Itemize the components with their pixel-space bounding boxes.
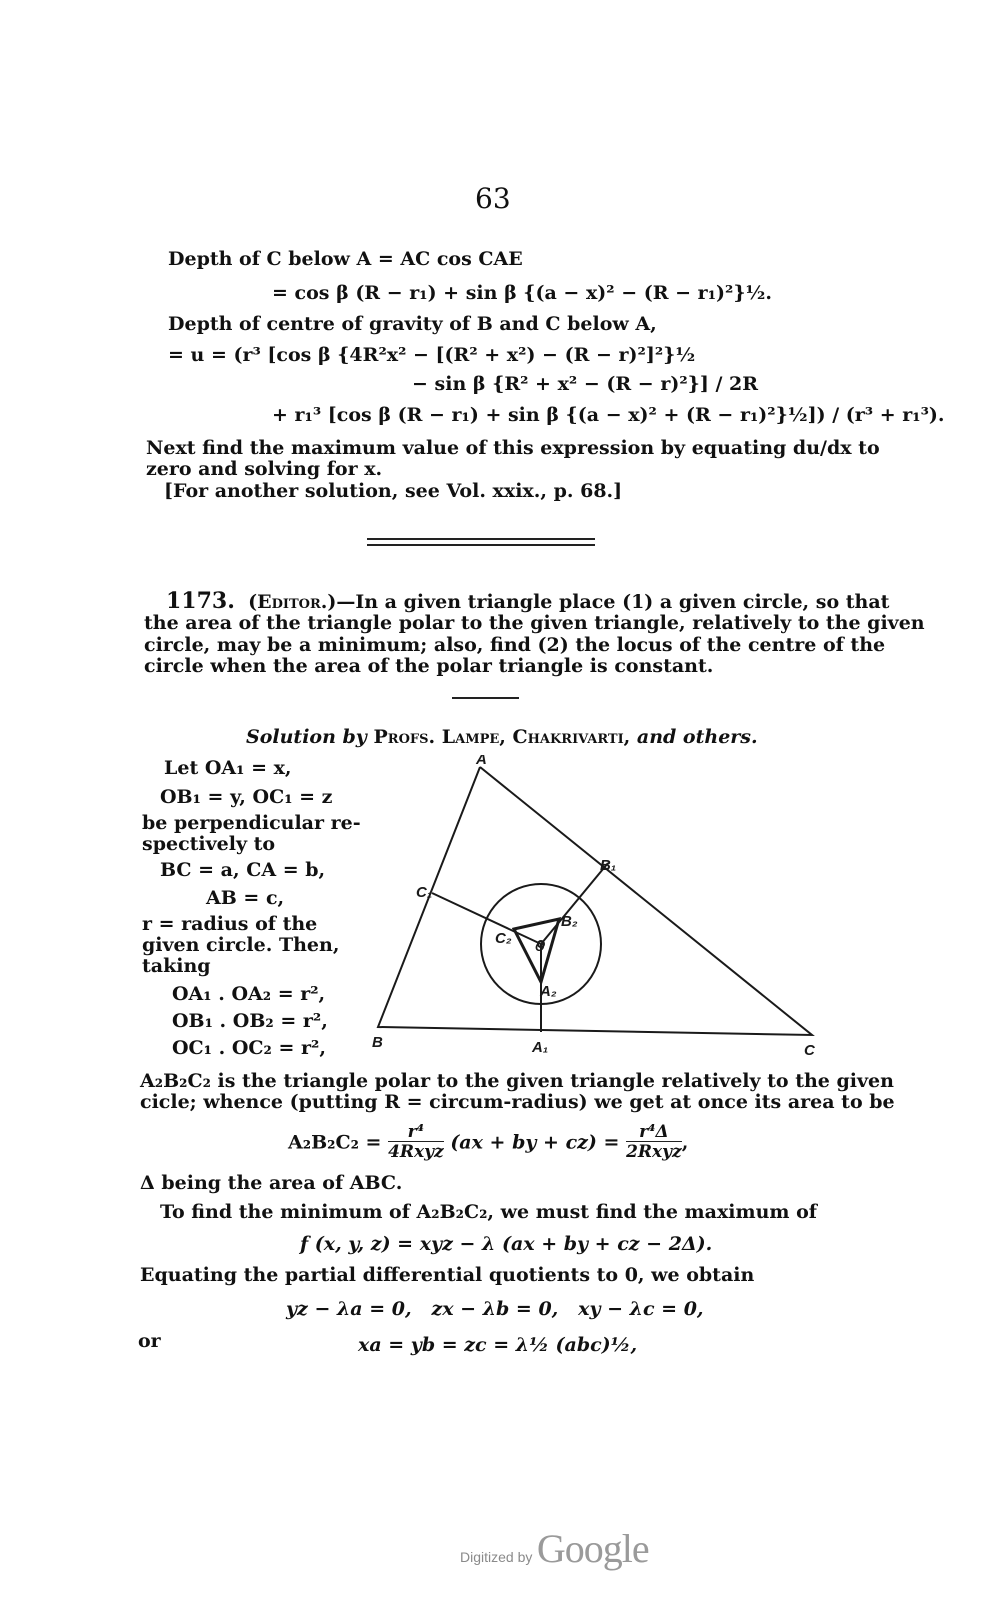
- next-line-2: zero and solving for x.: [146, 458, 383, 480]
- label-b1: B₁: [600, 857, 617, 874]
- left-line: be perpendicular re-: [142, 812, 361, 834]
- perp-ob1: [541, 863, 608, 944]
- solution-by: Solution by: [246, 726, 367, 748]
- area-fraction-2: [626, 1123, 682, 1162]
- digitized-watermark: [460, 1525, 649, 1572]
- depth-line-4: = u = (r³ [cos β {4R²x² − [(R² + x²) − (R − r)²]²}½: [168, 344, 696, 366]
- triangle-abc: [378, 767, 812, 1035]
- left-line: BC = a, CA = b,: [160, 859, 326, 881]
- area-num-2: r⁴Δ: [626, 1123, 682, 1142]
- left-line: OB₁ = y, OC₁ = z: [160, 786, 333, 808]
- label-b: B: [372, 1034, 383, 1051]
- next-line-1: Next find the maximum value of this expression by equating du/dx to: [146, 437, 880, 459]
- or-label: or: [138, 1330, 161, 1352]
- problem-line-1: [166, 590, 889, 613]
- delta-line: Δ being the area of ABC.: [140, 1172, 403, 1194]
- minimum-line: To find the minimum of A₂B₂C₂, we must find the maximum of: [160, 1201, 817, 1223]
- left-line: spectively to: [142, 833, 276, 855]
- equation-2: xa = yb = zc = λ½ (abc)½,: [358, 1334, 638, 1356]
- problem-line-3: circle, may be a minimum; also, find (2) the locus of the centre of the: [144, 634, 886, 656]
- depth-line-5: − sin β {R² + x² − (R − r)²}] / 2R: [412, 373, 759, 395]
- area-fraction-1: [388, 1123, 444, 1162]
- google-logo: Google: [536, 1526, 649, 1571]
- label-b2: B₂: [561, 913, 578, 930]
- left-line: OC₁ . OC₂ = r²,: [172, 1037, 326, 1059]
- triangle-figure: [360, 755, 830, 1065]
- page-number: 63: [475, 182, 511, 215]
- section-rule-top: [367, 538, 595, 540]
- reference-note: [For another solution, see Vol. xxix., p. 68.]: [164, 480, 623, 502]
- left-line: OB₁ . OB₂ = r²,: [172, 1010, 328, 1032]
- area-den-1: 4Rxyz: [388, 1142, 444, 1162]
- label-c: C: [804, 1042, 815, 1059]
- depth-line-3: Depth of centre of gravity of B and C below A,: [168, 313, 657, 335]
- equation-1: yz − λa = 0, zx − λb = 0, xy − λc = 0,: [286, 1298, 704, 1320]
- area-mid: (ax + by + cz) =: [450, 1131, 620, 1154]
- label-a1: A₁: [532, 1039, 549, 1056]
- problem-number: 1173.: [166, 588, 235, 614]
- problem-line-2: the area of the triangle polar to the given triangle, relatively to the given: [144, 612, 925, 634]
- problem-line-4: circle when the area of the polar triangle is constant.: [144, 655, 714, 677]
- left-line: AB = c,: [206, 887, 285, 909]
- solution-heading: [246, 726, 758, 748]
- solution-others: and others.: [636, 726, 758, 748]
- label-c1: C₁: [416, 884, 433, 901]
- perp-oc1: [432, 893, 541, 944]
- solution-profs: Profs. Lampe, Chakrivarti,: [373, 726, 631, 748]
- area-num-1: r⁴: [388, 1123, 444, 1142]
- left-line: r = radius of the: [142, 913, 318, 935]
- problem-text-1: —In a given triangle place (1) a given circle, so that: [336, 591, 890, 613]
- problem-author: (Editor.): [248, 591, 337, 613]
- depth-line-6: + r₁³ [cos β (R − r₁) + sin β {(a − x)² + (R − r₁)²}½]) / (r³ + r₁³).: [272, 404, 945, 426]
- polar-line-2: cicle; whence (putting R = circum-radius) we get at once its area to be: [140, 1091, 895, 1113]
- polar-line-1: A₂B₂C₂ is the triangle polar to the given triangle relatively to the given: [140, 1070, 894, 1092]
- left-line: Let OA₁ = x,: [164, 757, 292, 779]
- label-c2: C₂: [495, 930, 512, 947]
- depth-line-1: Depth of C below A = AC cos CAE: [168, 248, 523, 270]
- equating-line: Equating the partial differential quotients to 0, we obtain: [140, 1264, 755, 1286]
- depth-line-2: = cos β (R − r₁) + sin β {(a − x)² − (R − r₁)²}½.: [272, 282, 772, 304]
- area-den-2: 2Rxyz: [626, 1142, 682, 1162]
- left-line: given circle. Then,: [142, 934, 340, 956]
- function-line: f (x, y, z) = xyz − λ (ax + by + cz − 2Δ).: [300, 1233, 713, 1255]
- left-line: OA₁ . OA₂ = r²,: [172, 983, 326, 1005]
- label-a: A: [476, 755, 487, 768]
- section-rule-bottom: [367, 544, 595, 546]
- label-o: O: [535, 940, 545, 954]
- left-line: taking: [142, 955, 211, 977]
- problem-rule: [452, 697, 519, 699]
- area-end: ,: [681, 1131, 689, 1154]
- area-lhs: A₂B₂C₂ =: [288, 1131, 382, 1154]
- area-formula: [288, 1123, 688, 1162]
- digitized-by: Digitized by: [460, 1549, 533, 1565]
- label-a2: A₂: [540, 983, 557, 1000]
